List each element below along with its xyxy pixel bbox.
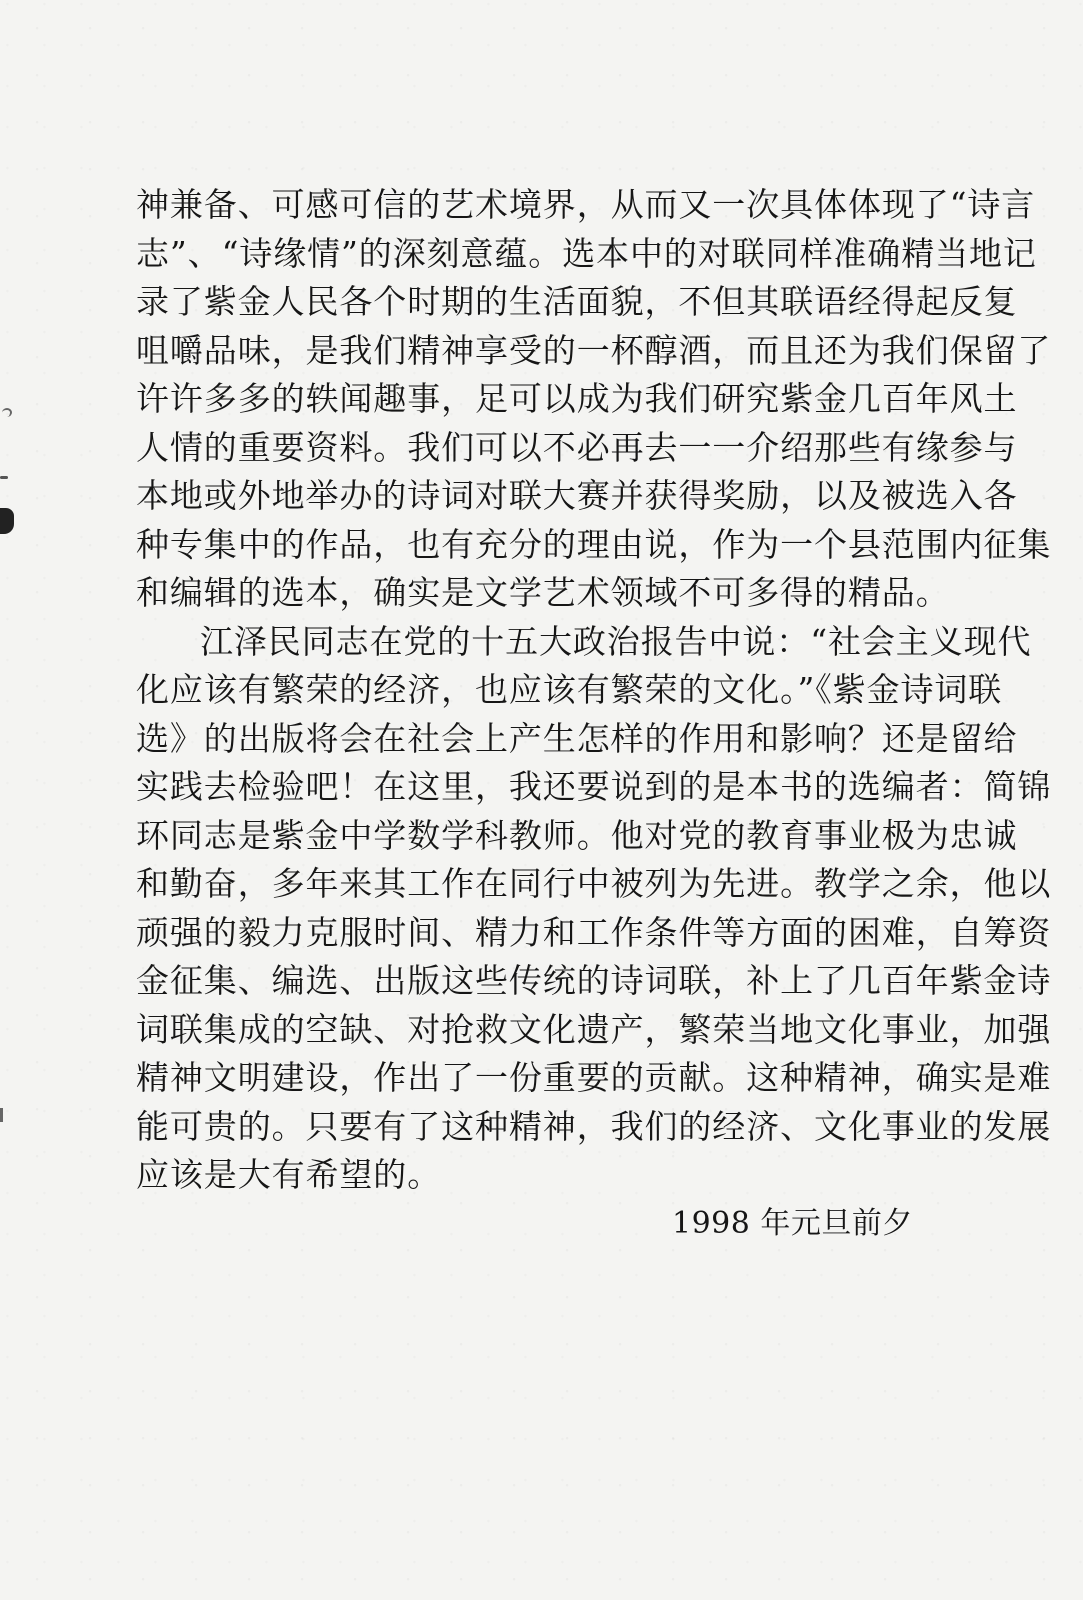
text-line: 顽强的毅力克服时间、精力和工作条件等方面的困难，自筹资 xyxy=(136,912,1052,952)
scan-edge-mark xyxy=(2,408,12,417)
text-line: 录了紫金人民各个时期的生活面貌，不但其联语经得起反复 xyxy=(136,282,1018,321)
text-line: 选》的出版将会在社会上产生怎样的作用和影响？还是留给 xyxy=(136,718,1018,758)
text-line: 能可贵的。只要有了这种精神，我们的经济、文化事业的发展 xyxy=(136,1106,1052,1146)
signature-date: 1998 年元旦前夕 xyxy=(672,1206,913,1241)
text-line: 志”、“诗缘情”的深刻意蕴。选本中的对联同样准确精当地记 xyxy=(136,233,1037,273)
text-line: 实践去检验吧！在这里，我还要说到的是本书的选编者：简锦 xyxy=(136,767,1052,806)
text-line: 金征集、编选、出版这些传统的诗词联，补上了几百年紫金诗 xyxy=(136,961,1052,1000)
text-line: 神兼备、可感可信的艺术境界，从而又一次具体体现了“诗言 xyxy=(136,185,1036,224)
text-line: 许许多多的轶闻趣事，足可以成为我们研究紫金几百年风土 xyxy=(136,379,1018,418)
text-line: 环同志是紫金中学数学科教师。他对党的教育事业极为忠诚 xyxy=(136,815,1018,855)
scan-edge-mark xyxy=(0,476,8,479)
text-line: 咀嚼品味，是我们精神享受的一杯醇酒，而且还为我们保留了 xyxy=(136,330,1052,370)
scan-edge-blot xyxy=(0,508,14,534)
text-line: 词联集成的空缺、对抢救文化遗产，繁荣当地文化事业，加强 xyxy=(136,1009,1052,1049)
text-line: 和编辑的选本，确实是文学艺术领域不可多得的精品。 xyxy=(136,573,950,612)
text-line: 人情的重要资料。我们可以不必再去一一介绍那些有缘参与 xyxy=(136,427,1018,467)
text-line: 和勤奋，多年来其工作在同行中被列为先进。教学之余，他以 xyxy=(136,864,1052,903)
text-line: 化应该有繁荣的经济，也应该有繁荣的文化。”《紫金诗词联 xyxy=(136,670,1003,709)
text-line: 应该是大有希望的。 xyxy=(136,1155,442,1194)
text-line: 本地或外地举办的诗词对联大赛并获得奖励，以及被选入各 xyxy=(136,476,1018,515)
body-text xyxy=(136,181,1052,1200)
text-line: 江泽民同志在党的十五大政治报告中说：“社会主义现代 xyxy=(200,621,1032,661)
scan-edge-mark xyxy=(0,1108,3,1122)
text-line: 种专集中的作品，也有充分的理由说，作为一个县范围内征集 xyxy=(136,524,1052,564)
text-line: 精神文明建设，作出了一份重要的贡献。这种精神，确实是难 xyxy=(136,1058,1052,1097)
